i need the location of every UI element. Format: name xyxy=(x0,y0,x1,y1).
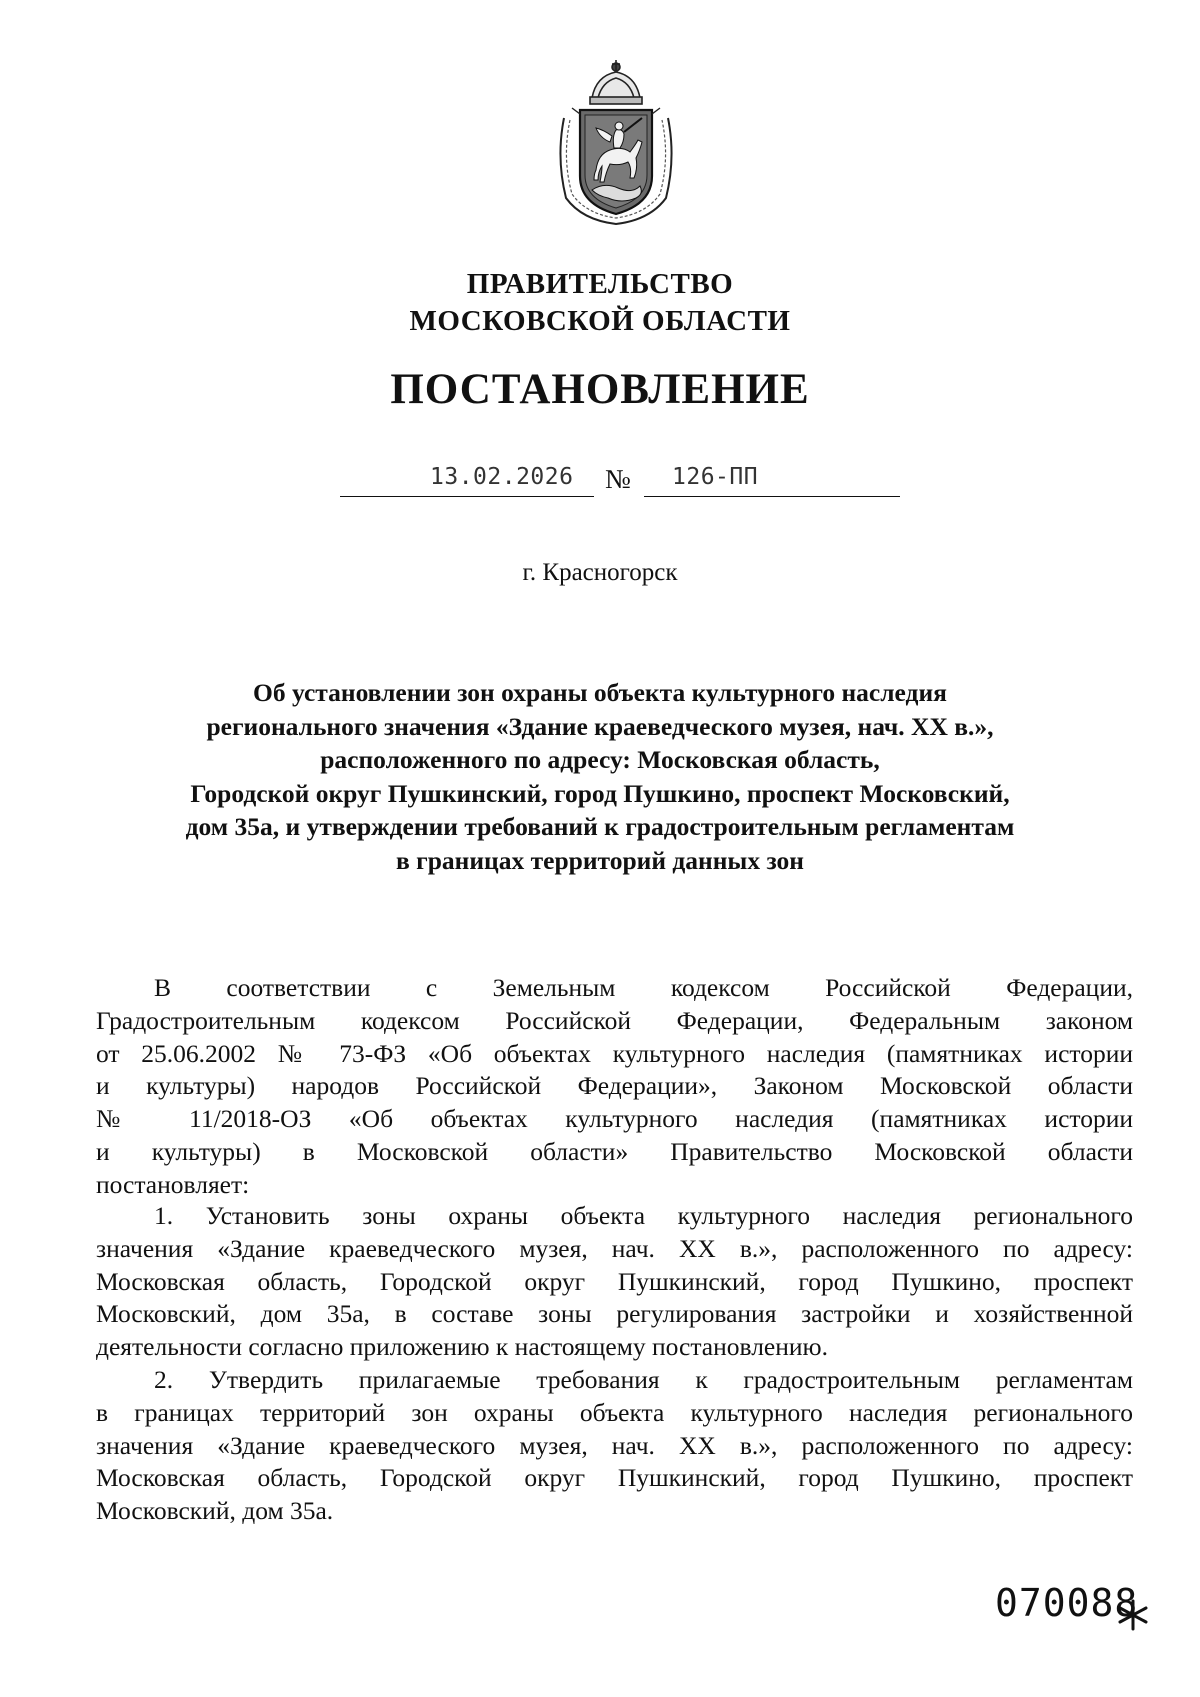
paragraph-line: Московская область, Городской округ Пушкинский, город Пушкино, проспект xyxy=(96,1266,1133,1296)
preamble-paragraph xyxy=(96,972,1133,1202)
paragraph-line: Градостроительным кодексом Российской Федерации, Федеральным законом xyxy=(96,1005,1133,1035)
decree-number-field xyxy=(644,456,900,497)
paragraph-line: Московская область, Городской округ Пушкинский, город Пушкино, проспект xyxy=(96,1463,1133,1493)
government-name-line1: ПРАВИТЕЛЬСТВО xyxy=(466,268,734,300)
paragraph-line: в границах территорий зон охраны объекта культурного наследия регионального xyxy=(96,1397,1133,1427)
decree-number: 126-ПП xyxy=(672,464,759,490)
place-of-issue: г. Красногорск xyxy=(522,559,678,586)
coat-of-arms-icon xyxy=(552,58,680,226)
paragraph-line: Московский, дом 35а, в составе зоны регулирования застройки и хозяйственной xyxy=(96,1299,1133,1329)
clause-2-paragraph xyxy=(96,1364,1133,1528)
number-sign: № xyxy=(605,464,631,494)
paragraph-line: Московский, дом 35а. xyxy=(96,1496,334,1526)
paragraph-line: значения «Здание краеведческого музея, нач. XX в.», расположенного по адресу: xyxy=(96,1430,1133,1460)
subject-line: Городской округ Пушкинский, город Пушкино, проспект Московский, xyxy=(190,778,1010,808)
paragraph-line: 1. Установить зоны охраны объекта культурного наследия регионального xyxy=(154,1201,1133,1230)
government-name-line2: МОСКОВСКОЙ ОБЛАСТИ xyxy=(409,305,791,337)
paragraph-line: от 25.06.2002 № 73-ФЗ «Об объектах культурного наследия (памятниках истории xyxy=(96,1038,1133,1068)
decree-date-field xyxy=(340,456,594,497)
clause-1-paragraph xyxy=(96,1200,1133,1364)
decree-date: 13.02.2026 xyxy=(430,464,574,490)
subject-line: в границах территорий данных зон xyxy=(396,845,804,875)
subject-line: дом 35а, и утверждении требований к градостроительным регламентам xyxy=(185,812,1015,841)
paragraph-line: и культуры) в Московской области» Правительство Московской области xyxy=(96,1136,1133,1166)
paragraph-line: № 11/2018-ОЗ «Об объектах культурного наследия (памятниках истории xyxy=(96,1104,1133,1134)
decree-subject xyxy=(130,676,1070,877)
subject-line: расположенного по адресу: Московская область, xyxy=(320,745,880,774)
paragraph-line: постановляет: xyxy=(96,1169,250,1199)
paragraph-line: значения «Здание краеведческого музея, нач. XX в.», расположенного по адресу: xyxy=(96,1233,1133,1263)
paragraph-line: 2. Утвердить прилагаемые требования к градостроительным регламентам xyxy=(154,1365,1133,1394)
subject-line: регионального значения «Здание краеведческого музея, нач. XX в.», xyxy=(206,711,994,741)
document-type-title: ПОСТАНОВЛЕНИЕ xyxy=(390,366,810,413)
subject-line: Об установлении зон охраны объекта культурного наследия xyxy=(253,678,947,707)
paragraph-line: и культуры) народов Российской Федерации», Законом Московской области xyxy=(96,1071,1133,1101)
paragraph-line: В соответствии с Земельным кодексом Российской Федерации, xyxy=(154,973,1133,1002)
document-serial-number: 070088 xyxy=(995,1581,1139,1625)
paragraph-line: деятельности согласно приложению к настоящему постановлению. xyxy=(96,1332,828,1362)
asterisk-mark-icon xyxy=(1116,1598,1150,1632)
